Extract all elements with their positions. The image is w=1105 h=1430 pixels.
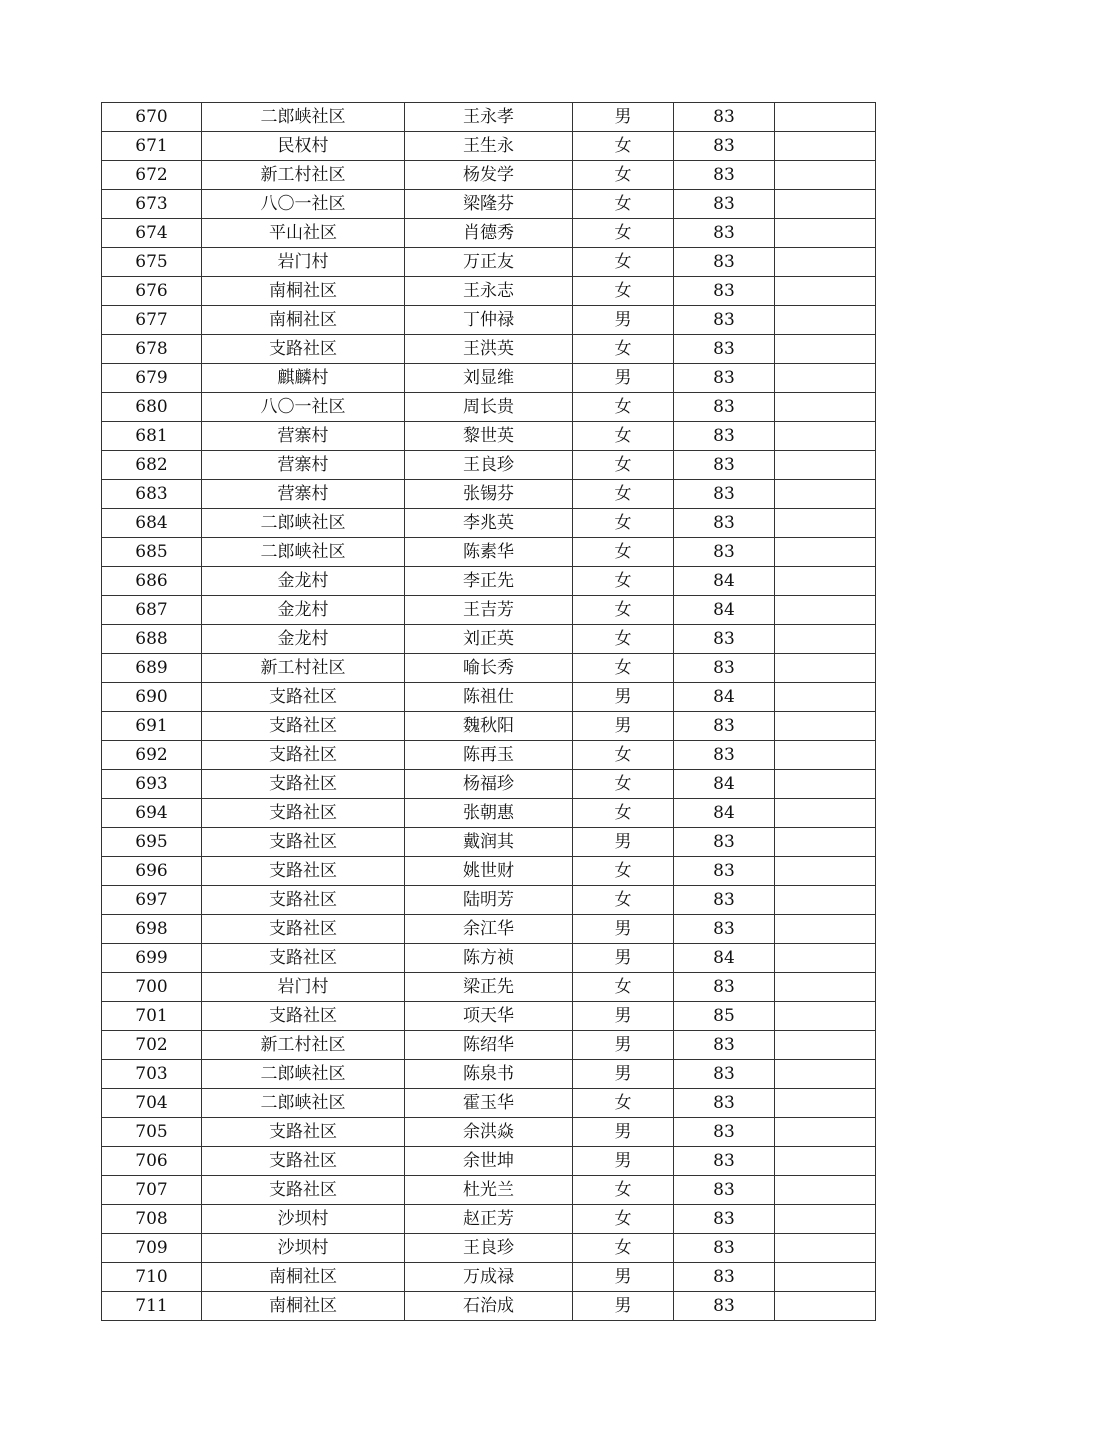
age-cell: 83 <box>674 1089 775 1118</box>
name-cell: 周长贵 <box>405 393 573 422</box>
table-row <box>102 770 876 799</box>
name-cell: 王永志 <box>405 277 573 306</box>
row-number-cell: 705 <box>102 1118 202 1147</box>
table-row <box>102 712 876 741</box>
gender-cell: 男 <box>573 1147 674 1176</box>
name-cell: 石治成 <box>405 1292 573 1321</box>
gender-cell: 女 <box>573 509 674 538</box>
community-cell: 支路社区 <box>202 1147 405 1176</box>
name-cell: 陈祖仕 <box>405 683 573 712</box>
table-row <box>102 277 876 306</box>
name-cell: 陈方祯 <box>405 944 573 973</box>
row-number-cell: 690 <box>102 683 202 712</box>
community-cell: 二郎峡社区 <box>202 1060 405 1089</box>
remark-cell <box>775 132 876 161</box>
name-cell: 魏秋阳 <box>405 712 573 741</box>
age-cell: 83 <box>674 1060 775 1089</box>
gender-cell: 女 <box>573 741 674 770</box>
community-cell: 支路社区 <box>202 741 405 770</box>
row-number-cell: 699 <box>102 944 202 973</box>
community-cell: 支路社区 <box>202 857 405 886</box>
remark-cell <box>775 306 876 335</box>
remark-cell <box>775 1002 876 1031</box>
community-cell: 支路社区 <box>202 886 405 915</box>
remark-cell <box>775 1089 876 1118</box>
remark-cell <box>775 1147 876 1176</box>
row-number-cell: 702 <box>102 1031 202 1060</box>
remark-cell <box>775 799 876 828</box>
remark-cell <box>775 277 876 306</box>
remark-cell <box>775 538 876 567</box>
community-cell: 支路社区 <box>202 915 405 944</box>
gender-cell: 女 <box>573 393 674 422</box>
age-cell: 84 <box>674 799 775 828</box>
remark-cell <box>775 1176 876 1205</box>
name-cell: 杜光兰 <box>405 1176 573 1205</box>
age-cell: 83 <box>674 828 775 857</box>
community-cell: 支路社区 <box>202 944 405 973</box>
community-cell: 沙坝村 <box>202 1234 405 1263</box>
name-cell: 陈绍华 <box>405 1031 573 1060</box>
row-number-cell: 678 <box>102 335 202 364</box>
age-cell: 83 <box>674 248 775 277</box>
remark-cell <box>775 1205 876 1234</box>
row-number-cell: 676 <box>102 277 202 306</box>
age-cell: 83 <box>674 364 775 393</box>
community-cell: 八〇一社区 <box>202 190 405 219</box>
gender-cell: 男 <box>573 103 674 132</box>
name-cell: 王洪英 <box>405 335 573 364</box>
row-number-cell: 672 <box>102 161 202 190</box>
age-cell: 85 <box>674 1002 775 1031</box>
remark-cell <box>775 654 876 683</box>
gender-cell: 女 <box>573 1234 674 1263</box>
age-cell: 84 <box>674 596 775 625</box>
remark-cell <box>775 422 876 451</box>
remark-cell <box>775 973 876 1002</box>
name-cell: 余江华 <box>405 915 573 944</box>
remark-cell <box>775 451 876 480</box>
gender-cell: 男 <box>573 944 674 973</box>
age-cell: 83 <box>674 1031 775 1060</box>
row-number-cell: 692 <box>102 741 202 770</box>
row-number-cell: 701 <box>102 1002 202 1031</box>
gender-cell: 男 <box>573 1118 674 1147</box>
gender-cell: 男 <box>573 915 674 944</box>
table-row <box>102 509 876 538</box>
row-number-cell: 686 <box>102 567 202 596</box>
community-cell: 南桐社区 <box>202 1292 405 1321</box>
community-cell: 支路社区 <box>202 683 405 712</box>
name-cell: 王良珍 <box>405 1234 573 1263</box>
gender-cell: 女 <box>573 567 674 596</box>
gender-cell: 男 <box>573 1031 674 1060</box>
table-row <box>102 1118 876 1147</box>
age-cell: 83 <box>674 741 775 770</box>
gender-cell: 男 <box>573 1263 674 1292</box>
remark-cell <box>775 1234 876 1263</box>
name-cell: 张锡芬 <box>405 480 573 509</box>
table-row <box>102 625 876 654</box>
name-cell: 陈再玉 <box>405 741 573 770</box>
row-number-cell: 691 <box>102 712 202 741</box>
name-cell: 李正先 <box>405 567 573 596</box>
name-cell: 戴润其 <box>405 828 573 857</box>
row-number-cell: 682 <box>102 451 202 480</box>
community-cell: 支路社区 <box>202 1118 405 1147</box>
community-cell: 南桐社区 <box>202 306 405 335</box>
community-cell: 新工村社区 <box>202 1031 405 1060</box>
remark-cell <box>775 161 876 190</box>
gender-cell: 女 <box>573 480 674 509</box>
gender-cell: 男 <box>573 1292 674 1321</box>
age-cell: 83 <box>674 1292 775 1321</box>
community-cell: 支路社区 <box>202 828 405 857</box>
row-number-cell: 695 <box>102 828 202 857</box>
community-cell: 支路社区 <box>202 1002 405 1031</box>
gender-cell: 男 <box>573 828 674 857</box>
remark-cell <box>775 567 876 596</box>
table-row <box>102 944 876 973</box>
table-row <box>102 973 876 1002</box>
table-row <box>102 1147 876 1176</box>
remark-cell <box>775 828 876 857</box>
age-cell: 83 <box>674 1118 775 1147</box>
community-cell: 支路社区 <box>202 335 405 364</box>
age-cell: 83 <box>674 538 775 567</box>
age-cell: 83 <box>674 306 775 335</box>
community-cell: 南桐社区 <box>202 1263 405 1292</box>
remark-cell <box>775 393 876 422</box>
community-cell: 二郎峡社区 <box>202 509 405 538</box>
table-row <box>102 219 876 248</box>
age-cell: 83 <box>674 915 775 944</box>
gender-cell: 女 <box>573 1089 674 1118</box>
gender-cell: 女 <box>573 857 674 886</box>
name-cell: 喻长秀 <box>405 654 573 683</box>
gender-cell: 女 <box>573 161 674 190</box>
community-cell: 岩门村 <box>202 248 405 277</box>
age-cell: 83 <box>674 190 775 219</box>
row-number-cell: 698 <box>102 915 202 944</box>
name-cell: 王吉芳 <box>405 596 573 625</box>
name-cell: 万正友 <box>405 248 573 277</box>
table-row <box>102 364 876 393</box>
community-cell: 金龙村 <box>202 567 405 596</box>
age-cell: 83 <box>674 1263 775 1292</box>
name-cell: 陈素华 <box>405 538 573 567</box>
name-cell: 梁隆芬 <box>405 190 573 219</box>
gender-cell: 女 <box>573 335 674 364</box>
name-cell: 王永孝 <box>405 103 573 132</box>
row-number-cell: 700 <box>102 973 202 1002</box>
community-cell: 二郎峡社区 <box>202 538 405 567</box>
row-number-cell: 674 <box>102 219 202 248</box>
row-number-cell: 694 <box>102 799 202 828</box>
row-number-cell: 688 <box>102 625 202 654</box>
gender-cell: 男 <box>573 712 674 741</box>
table-row <box>102 799 876 828</box>
remark-cell <box>775 190 876 219</box>
table-row <box>102 132 876 161</box>
gender-cell: 女 <box>573 248 674 277</box>
age-cell: 83 <box>674 480 775 509</box>
community-cell: 支路社区 <box>202 770 405 799</box>
community-cell: 岩门村 <box>202 973 405 1002</box>
table-row <box>102 538 876 567</box>
community-cell: 支路社区 <box>202 712 405 741</box>
name-cell: 刘显维 <box>405 364 573 393</box>
age-cell: 83 <box>674 1205 775 1234</box>
remark-cell <box>775 1118 876 1147</box>
age-cell: 83 <box>674 132 775 161</box>
community-cell: 金龙村 <box>202 625 405 654</box>
gender-cell: 女 <box>573 1205 674 1234</box>
age-cell: 83 <box>674 625 775 654</box>
gender-cell: 女 <box>573 1176 674 1205</box>
remark-cell <box>775 683 876 712</box>
table-row <box>102 1205 876 1234</box>
name-cell: 王生永 <box>405 132 573 161</box>
row-number-cell: 693 <box>102 770 202 799</box>
roster-table-body <box>102 103 876 1321</box>
name-cell: 霍玉华 <box>405 1089 573 1118</box>
community-cell: 麒麟村 <box>202 364 405 393</box>
remark-cell <box>775 219 876 248</box>
gender-cell: 女 <box>573 190 674 219</box>
row-number-cell: 670 <box>102 103 202 132</box>
gender-cell: 女 <box>573 538 674 567</box>
name-cell: 万成禄 <box>405 1263 573 1292</box>
age-cell: 83 <box>674 654 775 683</box>
community-cell: 营寨村 <box>202 480 405 509</box>
age-cell: 84 <box>674 944 775 973</box>
row-number-cell: 673 <box>102 190 202 219</box>
name-cell: 李兆英 <box>405 509 573 538</box>
table-row <box>102 1031 876 1060</box>
table-row <box>102 1002 876 1031</box>
community-cell: 支路社区 <box>202 799 405 828</box>
remark-cell <box>775 335 876 364</box>
table-row <box>102 451 876 480</box>
name-cell: 余洪焱 <box>405 1118 573 1147</box>
community-cell: 新工村社区 <box>202 654 405 683</box>
table-row <box>102 393 876 422</box>
age-cell: 83 <box>674 973 775 1002</box>
age-cell: 83 <box>674 1234 775 1263</box>
name-cell: 张朝惠 <box>405 799 573 828</box>
row-number-cell: 681 <box>102 422 202 451</box>
gender-cell: 男 <box>573 306 674 335</box>
name-cell: 梁正先 <box>405 973 573 1002</box>
remark-cell <box>775 596 876 625</box>
gender-cell: 女 <box>573 277 674 306</box>
remark-cell <box>775 248 876 277</box>
table-row <box>102 103 876 132</box>
row-number-cell: 706 <box>102 1147 202 1176</box>
roster-table <box>101 102 876 1321</box>
remark-cell <box>775 364 876 393</box>
row-number-cell: 684 <box>102 509 202 538</box>
gender-cell: 女 <box>573 770 674 799</box>
age-cell: 84 <box>674 683 775 712</box>
name-cell: 姚世财 <box>405 857 573 886</box>
community-cell: 金龙村 <box>202 596 405 625</box>
row-number-cell: 710 <box>102 1263 202 1292</box>
table-row <box>102 1176 876 1205</box>
age-cell: 84 <box>674 770 775 799</box>
remark-cell <box>775 625 876 654</box>
name-cell: 刘正英 <box>405 625 573 654</box>
remark-cell <box>775 712 876 741</box>
age-cell: 83 <box>674 886 775 915</box>
gender-cell: 女 <box>573 451 674 480</box>
table-row <box>102 1089 876 1118</box>
age-cell: 83 <box>674 857 775 886</box>
age-cell: 83 <box>674 422 775 451</box>
table-row <box>102 915 876 944</box>
age-cell: 83 <box>674 451 775 480</box>
name-cell: 余世坤 <box>405 1147 573 1176</box>
row-number-cell: 704 <box>102 1089 202 1118</box>
remark-cell <box>775 857 876 886</box>
table-row <box>102 857 876 886</box>
row-number-cell: 711 <box>102 1292 202 1321</box>
table-row <box>102 422 876 451</box>
community-cell: 二郎峡社区 <box>202 103 405 132</box>
gender-cell: 男 <box>573 683 674 712</box>
age-cell: 83 <box>674 1176 775 1205</box>
row-number-cell: 708 <box>102 1205 202 1234</box>
row-number-cell: 687 <box>102 596 202 625</box>
gender-cell: 女 <box>573 654 674 683</box>
name-cell: 丁仲禄 <box>405 306 573 335</box>
age-cell: 83 <box>674 335 775 364</box>
gender-cell: 男 <box>573 1002 674 1031</box>
table-row <box>102 1263 876 1292</box>
age-cell: 84 <box>674 567 775 596</box>
table-row <box>102 335 876 364</box>
community-cell: 二郎峡社区 <box>202 1089 405 1118</box>
table-row <box>102 1234 876 1263</box>
community-cell: 八〇一社区 <box>202 393 405 422</box>
row-number-cell: 689 <box>102 654 202 683</box>
name-cell: 项天华 <box>405 1002 573 1031</box>
row-number-cell: 703 <box>102 1060 202 1089</box>
remark-cell <box>775 1060 876 1089</box>
table-row <box>102 654 876 683</box>
table-row <box>102 306 876 335</box>
remark-cell <box>775 1031 876 1060</box>
age-cell: 83 <box>674 1147 775 1176</box>
table-row <box>102 190 876 219</box>
row-number-cell: 677 <box>102 306 202 335</box>
row-number-cell: 685 <box>102 538 202 567</box>
row-number-cell: 675 <box>102 248 202 277</box>
row-number-cell: 707 <box>102 1176 202 1205</box>
gender-cell: 女 <box>573 886 674 915</box>
gender-cell: 女 <box>573 219 674 248</box>
row-number-cell: 697 <box>102 886 202 915</box>
community-cell: 南桐社区 <box>202 277 405 306</box>
table-row <box>102 1292 876 1321</box>
gender-cell: 男 <box>573 364 674 393</box>
name-cell: 陈泉书 <box>405 1060 573 1089</box>
table-row <box>102 248 876 277</box>
age-cell: 83 <box>674 712 775 741</box>
name-cell: 杨福珍 <box>405 770 573 799</box>
table-row <box>102 567 876 596</box>
remark-cell <box>775 886 876 915</box>
remark-cell <box>775 1292 876 1321</box>
row-number-cell: 696 <box>102 857 202 886</box>
community-cell: 民权村 <box>202 132 405 161</box>
table-row <box>102 161 876 190</box>
row-number-cell: 683 <box>102 480 202 509</box>
community-cell: 支路社区 <box>202 1176 405 1205</box>
remark-cell <box>775 509 876 538</box>
gender-cell: 女 <box>573 625 674 654</box>
age-cell: 83 <box>674 393 775 422</box>
table-row <box>102 828 876 857</box>
remark-cell <box>775 770 876 799</box>
gender-cell: 女 <box>573 132 674 161</box>
community-cell: 沙坝村 <box>202 1205 405 1234</box>
name-cell: 黎世英 <box>405 422 573 451</box>
age-cell: 83 <box>674 509 775 538</box>
table-row <box>102 1060 876 1089</box>
gender-cell: 女 <box>573 596 674 625</box>
remark-cell <box>775 103 876 132</box>
remark-cell <box>775 944 876 973</box>
name-cell: 杨发学 <box>405 161 573 190</box>
name-cell: 王良珍 <box>405 451 573 480</box>
community-cell: 营寨村 <box>202 451 405 480</box>
name-cell: 肖德秀 <box>405 219 573 248</box>
table-row <box>102 480 876 509</box>
gender-cell: 男 <box>573 1060 674 1089</box>
community-cell: 营寨村 <box>202 422 405 451</box>
row-number-cell: 679 <box>102 364 202 393</box>
name-cell: 赵正芳 <box>405 1205 573 1234</box>
remark-cell <box>775 1263 876 1292</box>
table-row <box>102 683 876 712</box>
row-number-cell: 671 <box>102 132 202 161</box>
table-row <box>102 886 876 915</box>
remark-cell <box>775 741 876 770</box>
row-number-cell: 709 <box>102 1234 202 1263</box>
community-cell: 新工村社区 <box>202 161 405 190</box>
table-row <box>102 596 876 625</box>
community-cell: 平山社区 <box>202 219 405 248</box>
age-cell: 83 <box>674 103 775 132</box>
table-row <box>102 741 876 770</box>
age-cell: 83 <box>674 277 775 306</box>
gender-cell: 女 <box>573 799 674 828</box>
gender-cell: 女 <box>573 973 674 1002</box>
gender-cell: 女 <box>573 422 674 451</box>
remark-cell <box>775 480 876 509</box>
row-number-cell: 680 <box>102 393 202 422</box>
name-cell: 陆明芳 <box>405 886 573 915</box>
age-cell: 83 <box>674 219 775 248</box>
age-cell: 83 <box>674 161 775 190</box>
remark-cell <box>775 915 876 944</box>
